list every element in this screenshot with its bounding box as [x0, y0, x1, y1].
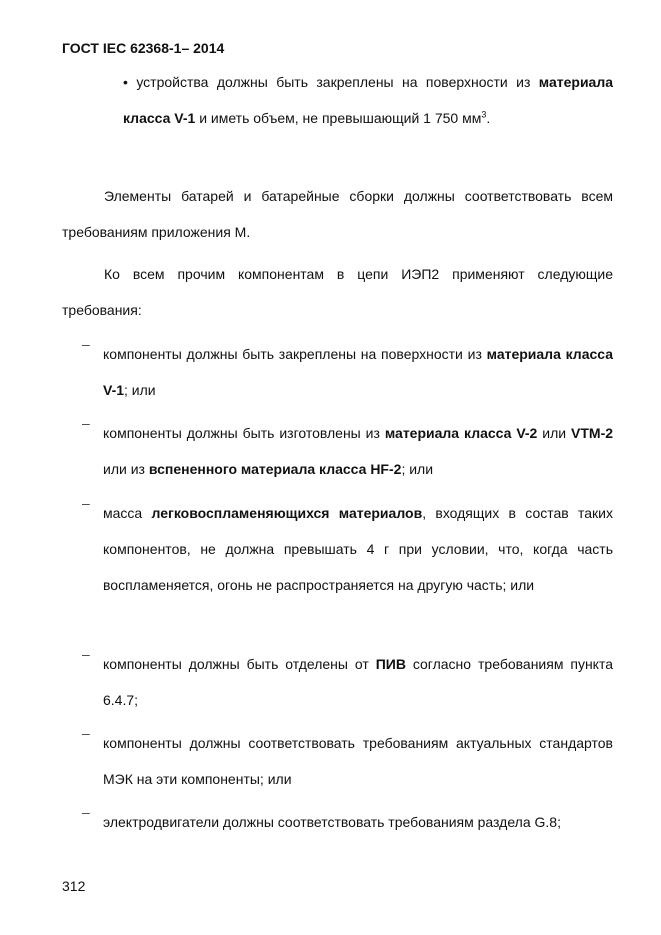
- list-item: электродвигатели должны соответствовать требованиям раздела G.8;: [103, 814, 561, 830]
- dash-marker: –: [82, 725, 90, 741]
- dash-marker: –: [82, 804, 90, 820]
- bullet-marker: •: [123, 74, 128, 90]
- page-number: 312: [62, 878, 86, 894]
- list-item: масса легковоспламеняющихся материалов, входящих в состав таких компонентов, не должна превышать 4 г при условии, что, когда часть воспламеняется, огонь не распространяется на другую часть; или: [103, 505, 613, 593]
- dash-marker: –: [82, 336, 90, 352]
- page-header: ГОСТ IEC 62368-1– 2014: [62, 40, 225, 56]
- dash-marker: –: [82, 495, 90, 511]
- list-item: компоненты должны быть отделены от ПИВ согласно требованиям пункта 6.4.7;: [103, 656, 613, 708]
- dash-marker: –: [82, 415, 90, 431]
- dash-marker: –: [82, 646, 90, 662]
- bullet-item: • устройства должны быть закреплены на поверхности из материала класса V-1 и иметь объем, не превышающий 1 750 $мм^3$.: [123, 74, 614, 126]
- paragraph-other-components: Ко всем прочим компонентам в цепи ИЭП2 применяют следующие требования:: [62, 266, 613, 318]
- list-item: компоненты должны быть изготовлены из материала класса V-2 или VTM-2 или из вспененного материала класса HF-2; или: [103, 425, 614, 477]
- list-item: компоненты должны быть закреплены на поверхности из материала класса V-1; или: [103, 346, 614, 398]
- paragraph-batteries: Элементы батарей и батарейные сборки должны соответствовать всем требованиям приложения М.: [62, 188, 613, 240]
- list-item: компоненты должны соответствовать требованиям актуальных стандартов МЭК на эти компоненты; или: [103, 735, 613, 787]
